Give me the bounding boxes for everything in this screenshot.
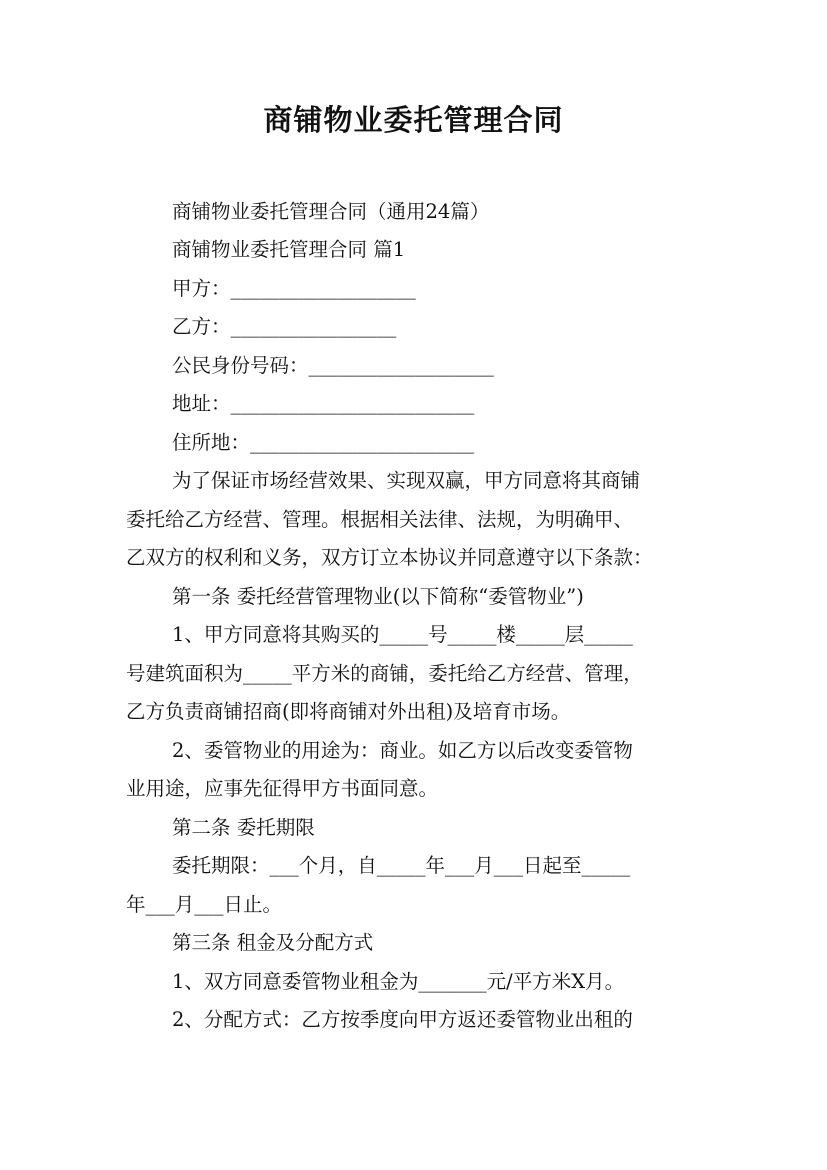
- paragraph-line: 委托期限：___个月，自_____年___月___日起至_____: [172, 854, 631, 877]
- paragraph-line: 为了保证市场经营效果、实现双赢，甲方同意将其商铺: [172, 469, 641, 492]
- address-field: 地址：_________________________: [172, 392, 475, 415]
- id-number-field: 公民身份号码：___________________: [172, 354, 494, 377]
- paragraph-line: 1、甲方同意将其购买的_____号_____楼_____层_____: [172, 623, 633, 646]
- article-heading: 第二条 委托期限: [172, 816, 315, 839]
- article-heading: 第三条 租金及分配方式: [172, 931, 374, 954]
- paragraph-line: 乙双方的权利和义务，双方订立本协议并同意遵守以下条款：: [126, 546, 653, 569]
- doc-line-section-heading: 商铺物业委托管理合同 篇1: [172, 238, 406, 261]
- residence-field: 住所地：_______________________: [172, 431, 475, 454]
- paragraph-line: 乙方负责商铺招商(即将商铺对外出租)及培育市场。: [126, 700, 571, 723]
- paragraph-line: 年___月___日止。: [126, 893, 283, 916]
- paragraph-line: 委托给乙方经营、管理。根据相关法律、法规，为明确甲、: [126, 508, 634, 531]
- doc-line-subtitle: 商铺物业委托管理合同（通用24篇）: [172, 200, 490, 223]
- paragraph-line: 2、委管物业的用途为：商业。如乙方以后改变委管物: [172, 739, 633, 762]
- paragraph-line: 1、双方同意委管物业租金为_______元/平方米X月。: [172, 970, 625, 993]
- paragraph-line: 2、分配方式：乙方按季度向甲方返还委管物业出租的: [172, 1008, 633, 1031]
- paragraph-line: 号建筑面积为_____平方米的商铺，委托给乙方经营、管理，: [126, 662, 643, 685]
- article-heading: 第一条 委托经营管理物业(以下简称“委管物业”): [172, 585, 584, 608]
- paragraph-line: 业用途，应事先征得甲方书面同意。: [126, 777, 439, 800]
- document-title: 商铺物业委托管理合同: [263, 103, 564, 137]
- party-a-field: 甲方：___________________: [172, 277, 416, 300]
- party-b-field: 乙方：_________________: [172, 315, 397, 338]
